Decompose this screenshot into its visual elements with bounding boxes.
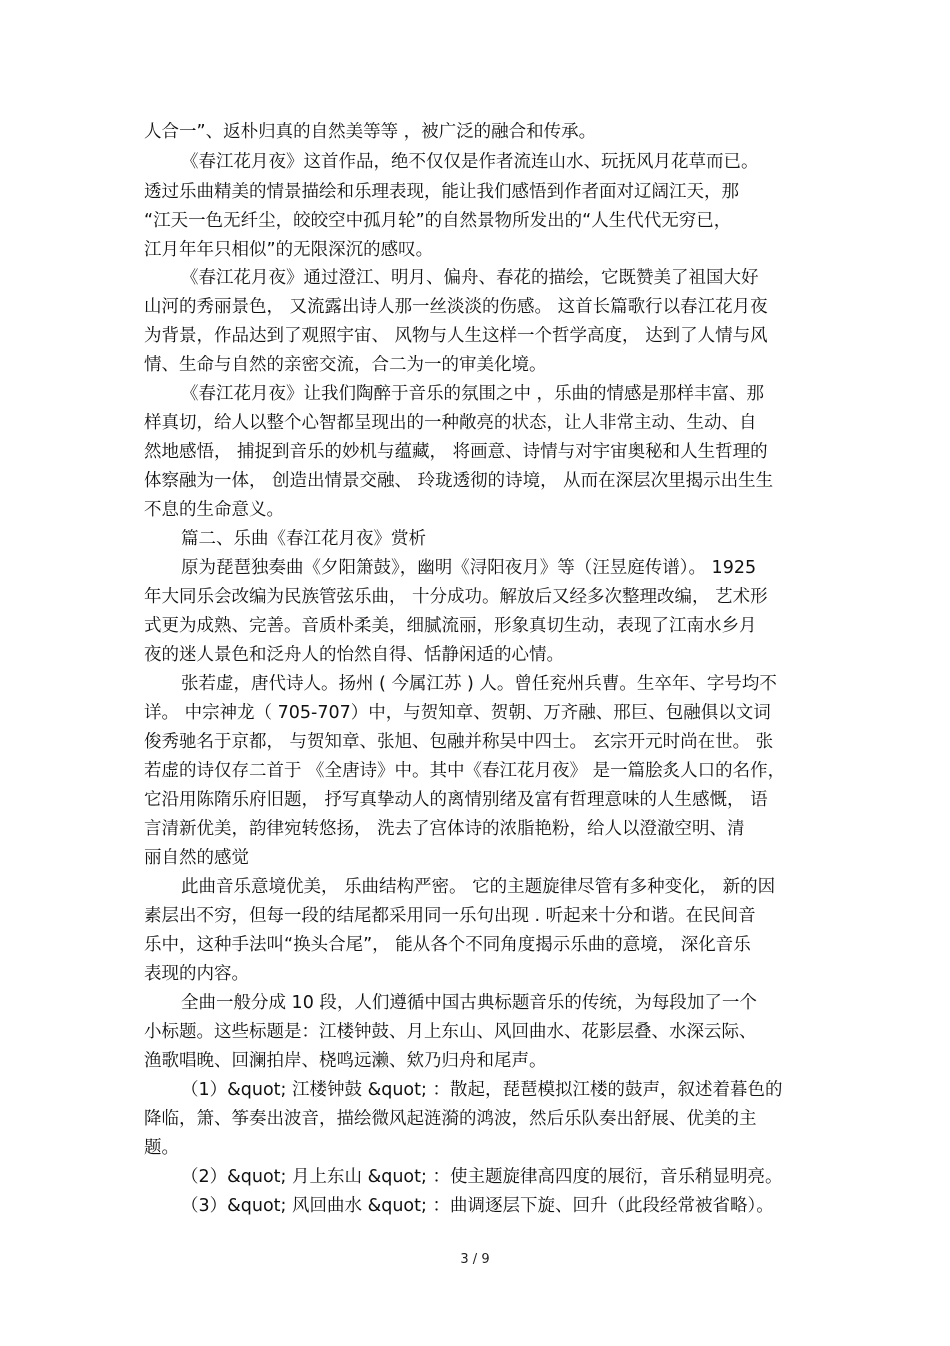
text-line: 年大同乐会改编为民族管弦乐曲， 十分成功。解放后又经多次整理改编， 艺术形 [144,587,768,607]
text-line: 人合一”、返朴归真的自然美等等 ，被广泛的融合和传承。 [144,122,597,142]
text-line: 原为琵琶独奏曲《夕阳箫鼓》，幽明《浔阳夜月》等（汪昱庭传谱）。 1925 [181,558,757,578]
text-line: 俊秀驰名于京都， 与贺知章、张旭、包融并称吴中四士。 玄宗开元时尚在世。 张 [144,732,774,752]
text-line: 详。 中宗神龙（ 705-707）中，与贺知章、贺朝、万齐融、邢巨、包融俱以文词 [144,703,771,723]
text-line: 素层出不穷，但每一段的结尾都采用同一乐句出现 . 听起来十分和谐。在民间音 [144,906,756,926]
text-line: 渔歌唱晚、回澜拍岸、桡鸣远濑、欸乃归舟和尾声。 [144,1051,547,1071]
text-line: 若虚的诗仅存二首于 《全唐诗》中。其中《春江花月夜》 是一篇脍炙人口的名作， [144,761,786,781]
text-line: 透过乐曲精美的情景描绘和乐理表现，能让我们感悟到作者面对辽阔江天，那 [144,182,739,202]
text-line: （1）&quot; 江楼钟鼓 &quot; ：散起，琵琶模拟江楼的鼓声，叙述着暮色的 [181,1080,783,1100]
text-line: （2）&quot; 月上东山 &quot; ：使主题旋律高四度的展衍，音乐稍显明亮。 [181,1167,783,1187]
text-line: 为背景，作品达到了观照宇宙、 风物与人生这样一个哲学高度， 达到了人情与风 [144,326,768,346]
text-line: 乐中，这种手法叫“换头合尾”， 能从各个不同角度揭示乐曲的意境， 深化音乐 [144,935,751,955]
text-line: 式更为成熟、完善。音质朴柔美，细腻流丽，形象真切生动，表现了江南水乡月 [144,616,757,636]
text-line: 它沿用陈隋乐府旧题， 抒写真挚动人的离情别绪及富有哲理意味的人生感慨， 语 [144,790,768,810]
text-line: 夜的迷人景色和泛舟人的怡然自得、恬静闲适的心情。 [144,645,564,665]
text-line: 江月年年只相似”的无限深沉的感叹。 [144,240,434,260]
text-line: （3）&quot; 风回曲水 &quot; ：曲调逐层下旋、回升（此段经常被省略）。 [181,1196,774,1216]
text-line: 全曲一般分成 10 段，人们遵循中国古典标题音乐的传统，为每段加了一个 [181,993,757,1013]
text-line: 丽自然的感觉 [144,848,249,868]
section-heading: 篇二、乐曲《春江花月夜》赏析 [181,529,426,549]
text-line: 样真切，给人以整个心智都呈现出的一种敞亮的状态，让人非常主动、生动、自 [144,413,757,433]
text-line: 张若虚，唐代诗人。扬州 ( 今属江苏 ) 人。曾任兖州兵曹。生卒年、字号均不 [181,674,777,694]
text-line: “江天一色无纤尘，皎皎空中孤月轮”的自然景物所发出的“人生代代无穷已， [144,211,732,231]
text-line: 不息的生命意义。 [144,500,284,520]
text-line: 此曲音乐意境优美， 乐曲结构严密。 它的主题旋律尽管有多种变化， 新的因 [181,877,776,897]
text-line: 降临，箫、筝奏出波音，描绘微风起涟漪的鸿波，然后乐队奏出舒展、优美的主 [144,1109,757,1129]
text-line: 然地感悟， 捕捉到音乐的妙机与蕴藏， 将画意、诗情与对宇宙奥秘和人生哲理的 [144,442,768,462]
text-line: 表现的内容。 [144,964,249,984]
text-line: 《春江花月夜》这首作品，绝不仅仅是作者流连山水、玩抚风月花草而已。 [181,152,759,172]
text-line: 《春江花月夜》通过澄江、明月、偏舟、春花的描绘，它既赞美了祖国大好 [181,268,759,288]
text-line: 山河的秀丽景色， 又流露出诗人那一丝淡淡的伤感。 这首长篇歌行以春江花月夜 [144,297,768,317]
text-line: 体察融为一体， 创造出情景交融、 玲珑透彻的诗境， 从而在深层次里揭示出生生 [144,471,774,491]
page-number: 3 / 9 [460,1252,490,1267]
text-line: 言清新优美，韵律宛转悠扬， 洗去了宫体诗的浓脂艳粉，给人以澄澈空明、清 [144,819,745,839]
text-line: 题。 [144,1138,179,1158]
text-line: 小标题。这些标题是：江楼钟鼓、月上东山、风回曲水、花影层叠、水深云际、 [144,1022,757,1042]
text-line: 情、生命与自然的亲密交流，合二为一的审美化境。 [144,355,547,375]
text-line: 《春江花月夜》让我们陶醉于音乐的氛围之中 ，乐曲的情感是那样丰富、那 [181,384,765,404]
